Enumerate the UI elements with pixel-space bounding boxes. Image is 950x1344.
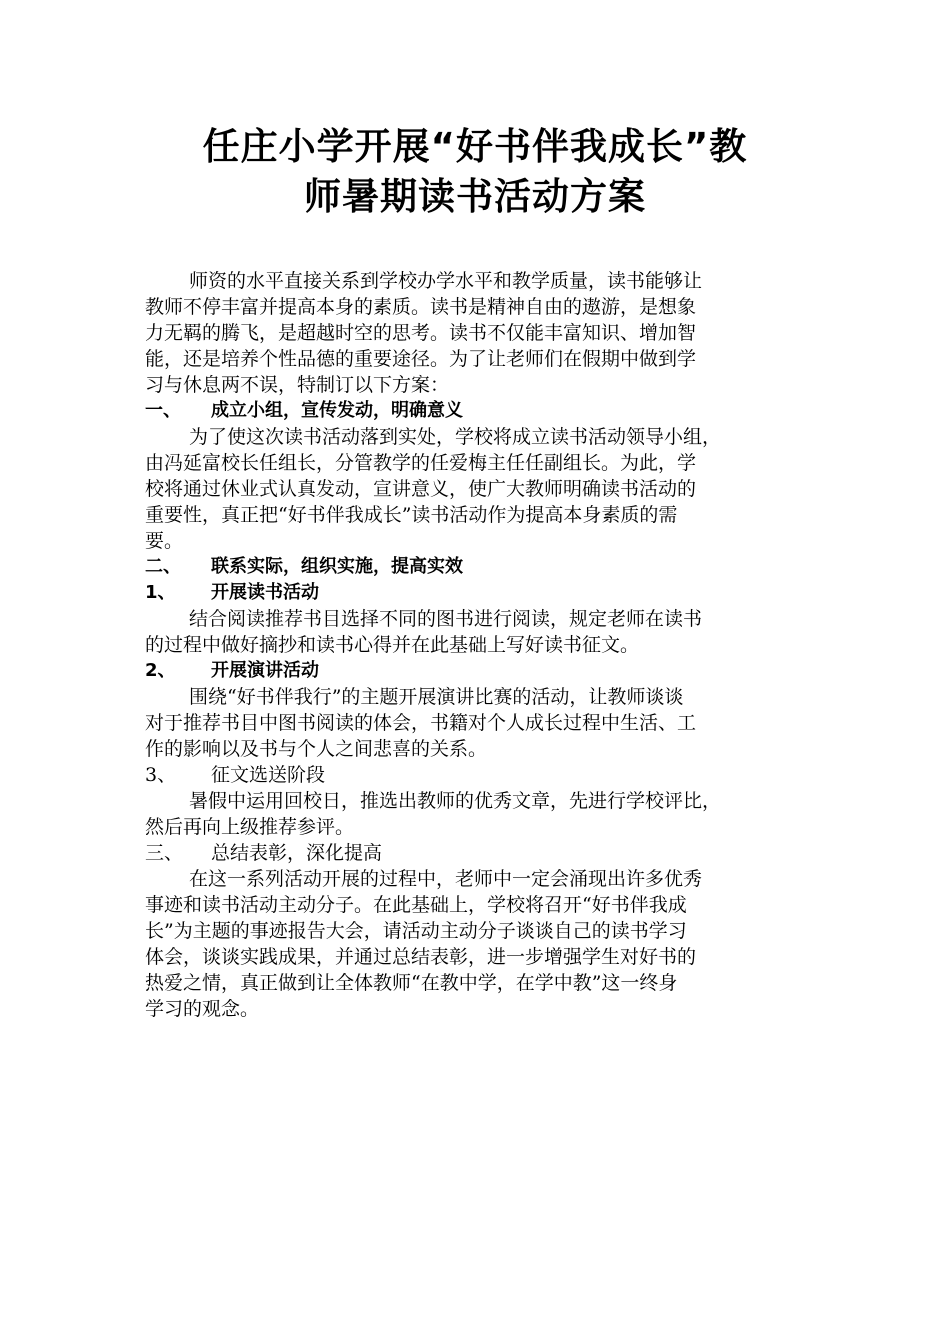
section-3-number: 三、	[145, 842, 184, 864]
item-1-heading	[145, 580, 835, 606]
title-line-1: 任庄小学开展“好书伴我成长”教	[202, 125, 748, 168]
section-1-line-5: 要。	[145, 530, 184, 552]
item-1-number: 1、	[145, 582, 176, 603]
section-3-heading	[145, 840, 835, 866]
section-3-line-2: 事迹和读书活动主动分子。在此基础上，学校将召开“好书伴我成	[145, 894, 687, 916]
intro-line-4: 能，还是培养个性品德的重要途径。为了让老师们在假期中做到学	[145, 348, 697, 370]
section-1-number: 一、	[145, 400, 181, 421]
intro-line-5: 习与休息两不误，特制订以下方案：	[145, 374, 450, 396]
section-3-line-4: 体会，谈谈实践成果，并通过总结表彰，进一步增强学生对好书的	[145, 946, 697, 968]
item-3-line-1: 暑假中运用回校日，推选出教师的优秀文章，先进行学校评比，	[189, 790, 722, 812]
item-1-line-1: 结合阅读推荐书目选择不同的图书进行阅读，规定老师在读书	[189, 608, 703, 630]
item-3-title: 征文选送阶段	[211, 764, 326, 786]
item-2-heading	[145, 658, 835, 684]
item-1-line-2: 的过程中做好摘抄和读书心得并在此基础上写好读书征文。	[145, 634, 640, 656]
section-1-line-3: 校将通过休业式认真发动，宣讲意义，使广大教师明确读书活动的	[145, 478, 697, 500]
item-2-number: 2、	[145, 660, 176, 681]
section-1-line-1: 为了使这次读书活动落到实处，学校将成立读书活动领导小组，	[189, 426, 722, 448]
item-3-number: 3、	[145, 764, 177, 786]
item-2-title: 开展演讲活动	[211, 660, 319, 681]
section-3-line-3: 长”为主题的事迹报告大会，请活动主动分子谈谈自己的读书学习	[145, 920, 687, 942]
intro-line-1: 师资的水平直接关系到学校办学水平和教学质量，读书能够让	[189, 270, 703, 292]
item-2-line-1: 围绕“好书伴我行”的主题开展演讲比赛的活动，让教师谈谈	[189, 686, 684, 708]
item-3-line-2: 然后再向上级推荐参评。	[145, 816, 355, 838]
intro-line-2: 教师不停丰富并提高本身的素质。读书是精神自由的遨游，是想象	[145, 296, 697, 318]
section-1-line-2: 由冯延富校长任组长，分管教学的任爱梅主任任副组长。为此，学	[145, 452, 697, 474]
section-2-title: 联系实际，组织实施，提高实效	[211, 556, 463, 577]
section-3-title: 总结表彰，深化提高	[211, 842, 383, 864]
item-1-title: 开展读书活动	[211, 582, 319, 603]
item-2-line-2: 对于推荐书目中图书阅读的体会，书籍对个人成长过程中生活、工	[145, 712, 697, 734]
section-1-title: 成立小组，宣传发动，明确意义	[211, 400, 463, 421]
section-2-heading	[145, 554, 835, 580]
item-2-line-3: 作的影响以及书与个人之间悲喜的关系。	[145, 738, 488, 760]
title-line-2: 师暑期读书活动方案	[304, 175, 646, 218]
item-3-heading	[145, 762, 835, 788]
section-1-heading	[145, 398, 835, 424]
section-3-line-5: 热爱之情，真正做到让全体教师“在教中学，在学中教”这一终身	[145, 972, 678, 994]
section-3-line-1: 在这一系列活动开展的过程中，老师中一定会涌现出许多优秀	[189, 868, 703, 890]
section-1-line-4: 重要性，真正把“好书伴我成长”读书活动作为提高本身素质的需	[145, 504, 678, 526]
page-title	[120, 122, 830, 222]
section-3-line-6: 学习的观念。	[145, 998, 260, 1020]
section-2-number: 二、	[145, 556, 181, 577]
intro-line-3: 力无羁的腾飞，是超越时空的思考。读书不仅能丰富知识、增加智	[145, 322, 697, 344]
document-body	[145, 268, 835, 1022]
